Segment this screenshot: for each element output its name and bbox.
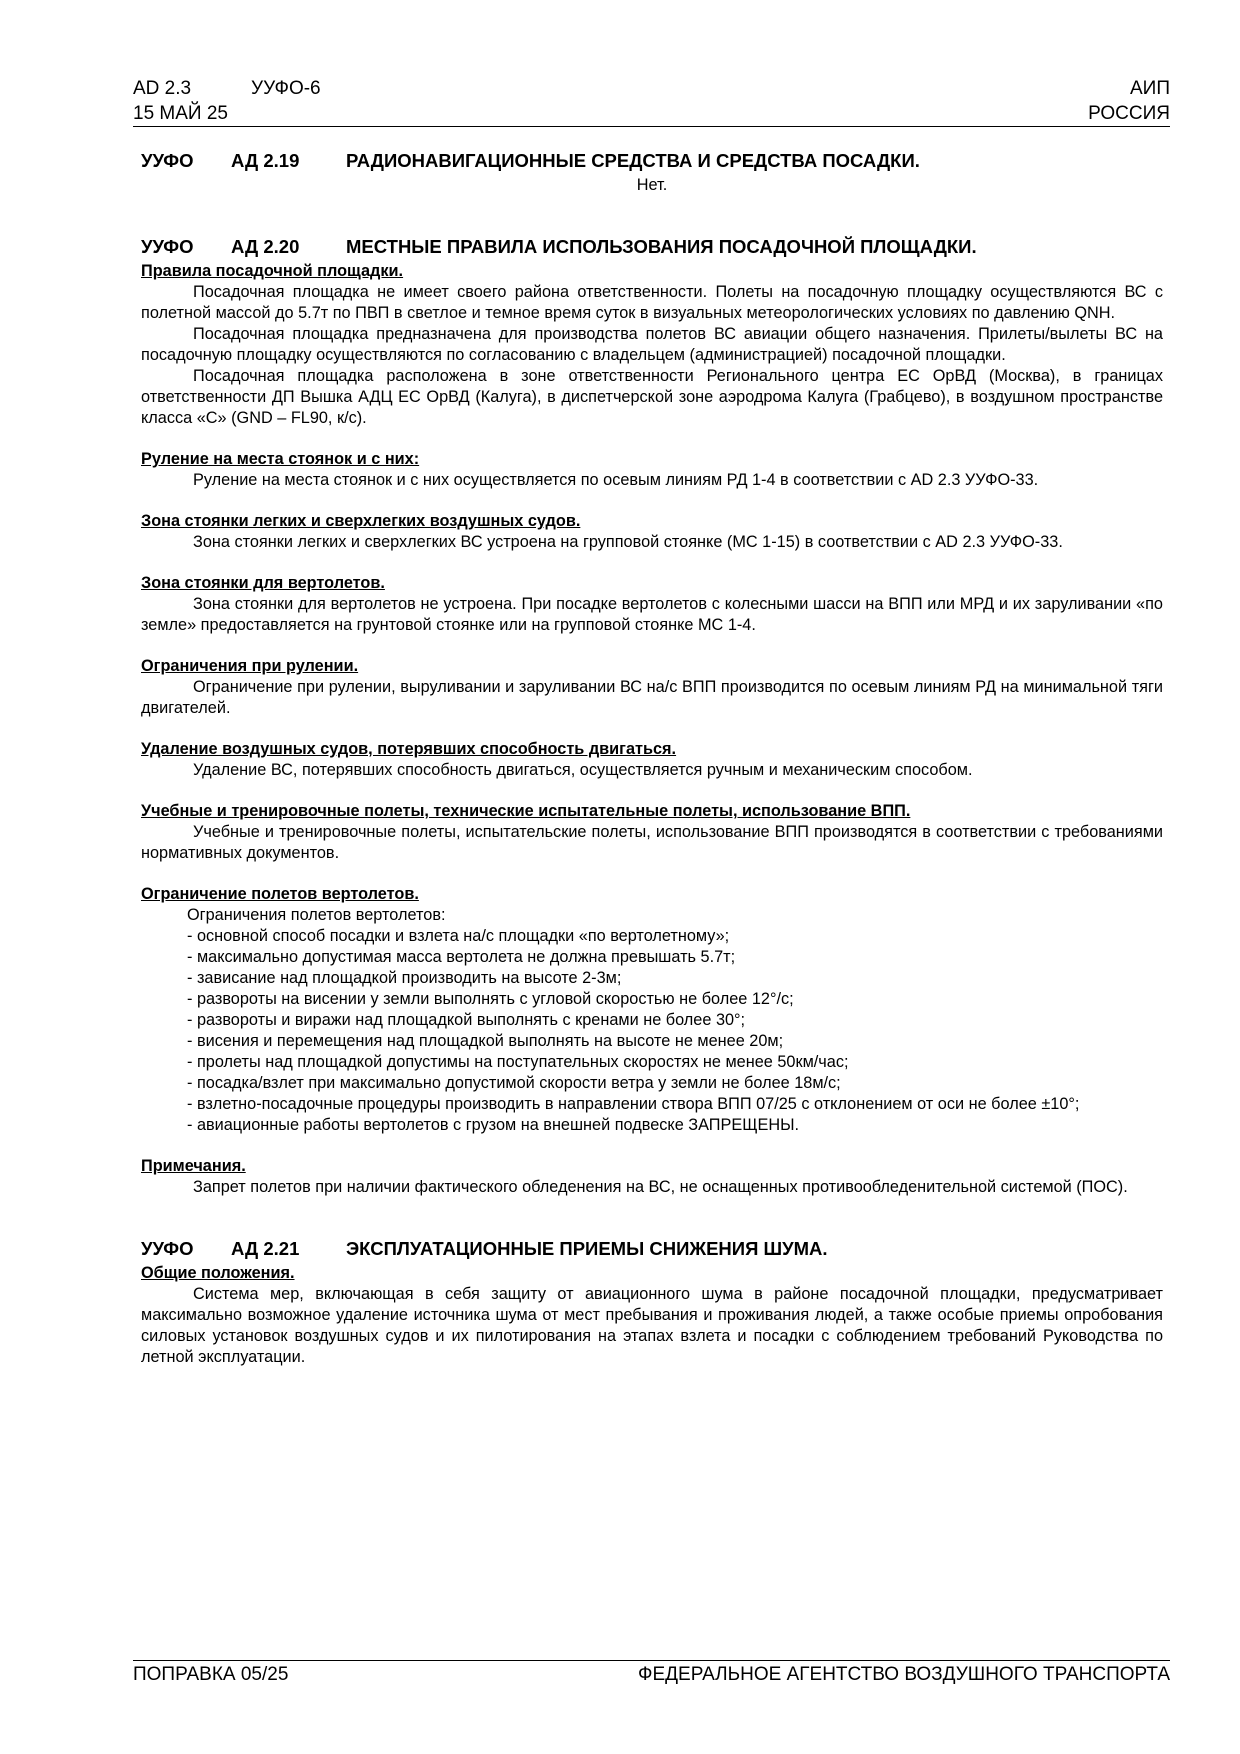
list-item: - максимально допустимая масса вертолета не должна превышать 5.7т; (187, 948, 736, 966)
list-item: - развороты на висении у земли выполнять с угловой скоростью не более 12°/с; (187, 990, 794, 1008)
section-title-text: МЕСТНЫЕ ПРАВИЛА ИСПОЛЬЗОВАНИЯ ПОСАДОЧНОЙ ПЛОЩАДКИ. (346, 236, 977, 257)
paragraph: Учебные и тренировочные полеты, испытательские полеты, использование ВПП производятся в соответствии с требованиями нормативных документов. (141, 823, 1163, 862)
subheading-taxi: Руление на места стоянок и с них: (141, 450, 420, 468)
subheading-helicopter-parking: Зона стоянки для вертолетов. (141, 574, 385, 592)
agency-name: ФЕДЕРАЛЬНОЕ АГЕНТСТВО ВОЗДУШНОГО ТРАНСПОРТА (638, 1664, 1170, 1685)
header-divider (133, 126, 1170, 127)
list-item: - зависание над площадкой производить на высоте 2-3м; (187, 969, 622, 987)
paragraph: Посадочная площадка не имеет своего района ответственности. Полеты на посадочную площадку осуществляются ВС с полетной массой до 5.7т по ПВП в светлое и темное время суток в визуальных метеорологических условиях по давлению QNH. (141, 283, 1163, 322)
subheading-aircraft-removal: Удаление воздушных судов, потерявших способность двигаться. (141, 740, 677, 758)
list-intro: Ограничения полетов вертолетов: (187, 906, 446, 924)
paragraph: Посадочная площадка расположена в зоне ответственности Регионального центра ЕС ОрВД (Москва), в границах ответственности ДП Вышка АДЦ ЕС ОрВД (Калуга), в диспетчерской зоне аэродрома Калуга (Грабцево), в воздушном пространстве класса «С» (GND – FL90, к/с). (141, 367, 1163, 427)
doc-title: АИП (1130, 78, 1170, 99)
page-header (133, 76, 1170, 126)
paragraph: Запрет полетов при наличии фактического обледенения на ВС, не оснащенных противообледенительной системой (ПОС). (193, 1178, 1128, 1196)
section-code-label: УУФО (141, 236, 194, 257)
page-body (141, 150, 1163, 1368)
list-item: - взлетно-посадочные процедуры производить в направлении створа ВПП 07/25 с отклонением от оси не более ±10°; (187, 1095, 1080, 1113)
list-item: - пролеты над площадкой допустимы на поступательных скоростях не менее 50км/час; (187, 1053, 849, 1071)
section-title-text: РАДИОНАВИГАЦИОННЫЕ СРЕДСТВА И СРЕДСТВА ПОСАДКИ. (346, 150, 920, 171)
subheading-light-aircraft-parking: Зона стоянки легких и сверхлегких воздушных судов. (141, 512, 581, 530)
paragraph: Посадочная площадка предназначена для производства полетов ВС авиации общего назначения. Прилеты/вылеты ВС на посадочную площадку осуществляются по согласованию с владельцем (администрацией) посадочной площадки. (141, 325, 1163, 364)
list-item: - основной способ посадки и взлета на/с площадки «по вертолетному»; (187, 927, 730, 945)
subheading-notes: Примечания. (141, 1157, 246, 1175)
footer-divider (133, 1660, 1170, 1661)
section-code-label: УУФО (141, 1238, 194, 1259)
subheading-taxi-limits: Ограничения при рулении. (141, 657, 359, 675)
subheading-training-flights: Учебные и тренировочные полеты, технические испытательные полеты, использование ВПП. (141, 802, 911, 820)
amendment-number: ПОПРАВКА 05/25 (133, 1664, 289, 1685)
section-title-2-20 (141, 236, 1163, 257)
section-number: АД 2.20 (231, 236, 300, 257)
section-code-label: УУФО (141, 150, 194, 171)
country: РОССИЯ (1088, 103, 1170, 124)
subheading-rules: Правила посадочной площадки. (141, 262, 404, 280)
section-number: АД 2.19 (231, 150, 300, 171)
section-note: Нет. (636, 176, 668, 194)
list-item: - посадка/взлет при максимально допустимой скорости ветра у земли не более 18м/с; (187, 1074, 841, 1092)
section-title-2-21 (141, 1238, 1163, 1259)
section-number: АД 2.21 (231, 1238, 300, 1259)
paragraph: Система мер, включающая в себя защиту от авиационного шума в районе посадочной площадки, предусматривает максимально возможное удаление источника шума от мест пребывания и проживания людей, а также особые приемы опробования силовых установок воздушных судов и их пилотирования на этапах взлета и посадки с соблюдением требований Руководства по летной эксплуатации. (141, 1285, 1163, 1366)
paragraph: Руление на места стоянок и с них осуществляется по осевым линиям РД 1-4 в соответствии с AD 2.3 УУФО-33. (193, 471, 1039, 489)
page-id: УУФО-6 (251, 78, 321, 99)
paragraph: Удаление ВС, потерявших способность двигаться, осуществляется ручным и механическим способом. (193, 761, 973, 779)
list-item: - висения и перемещения над площадкой выполнять на высоте не менее 20м; (187, 1032, 784, 1050)
paragraph: Зона стоянки для вертолетов не устроена. При посадке вертолетов с колесными шасси на ВПП или МРД и их заруливании «по земле» предоставляется на грунтовой стоянке или на групповой стоянке МС 1-4. (141, 595, 1163, 634)
section-title-text: ЭКСПЛУАТАЦИОННЫЕ ПРИЕМЫ СНИЖЕНИЯ ШУМА. (346, 1238, 828, 1259)
list-item: - развороты и виражи над площадкой выполнять с кренами не более 30°; (187, 1011, 746, 1029)
paragraph: Зона стоянки легких и сверхлегких ВС устроена на групповой стоянке (МС 1-15) в соответствии с AD 2.3 УУФО-33. (193, 533, 1063, 551)
list-item: - авиационные работы вертолетов с грузом на внешней подвеске ЗАПРЕЩЕНЫ. (187, 1116, 800, 1134)
page-footer (133, 1664, 1170, 1686)
section-title-2-19 (141, 150, 1163, 171)
section-code: AD 2.3 (133, 78, 192, 99)
paragraph: Ограничение при рулении, выруливании и заруливании ВС на/с ВПП производится по осевым линиям РД на минимальной тяги двигателей. (141, 678, 1163, 717)
subheading-helicopter-limits: Ограничение полетов вертолетов. (141, 885, 419, 903)
subheading-general: Общие положения. (141, 1264, 295, 1282)
issue-date: 15 МАЙ 25 (133, 103, 228, 124)
helicopter-limits-list (141, 905, 1163, 1136)
